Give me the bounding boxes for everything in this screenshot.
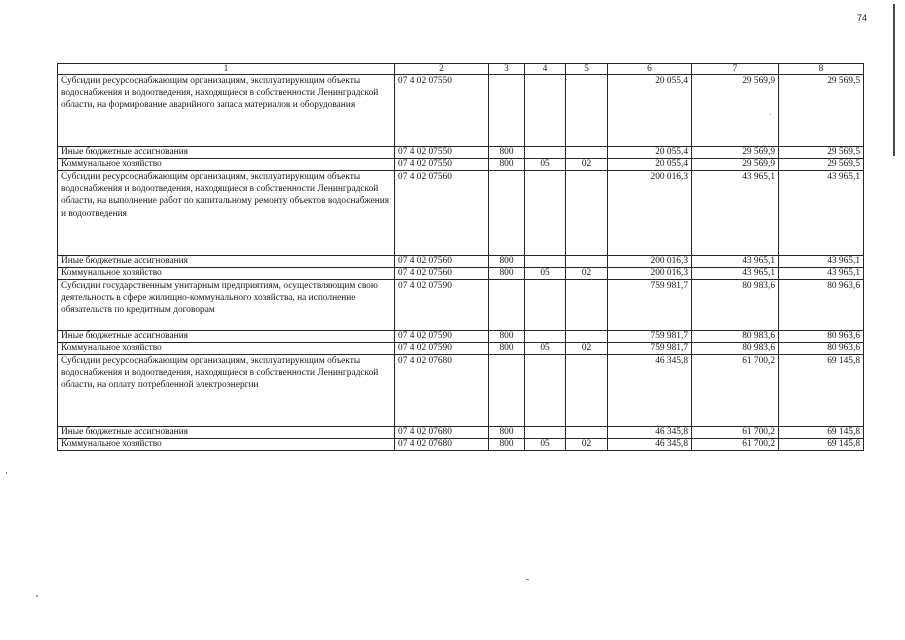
cell-expense-type: 800 xyxy=(489,331,525,343)
cell-item-name: Иные бюджетные ассигнования xyxy=(58,331,395,343)
cell-amount-year-1: 759 981,7 xyxy=(608,343,692,355)
column-header: 5 xyxy=(566,64,608,75)
cell-section: 05 xyxy=(525,159,566,171)
cell-item-name: Коммунальное хозяйство xyxy=(58,159,395,171)
cell-amount-year-1: 200 016,3 xyxy=(608,268,692,280)
cell-subsection xyxy=(566,75,608,147)
cell-amount-year-2: 29 569,9 xyxy=(692,147,779,159)
cell-expense-type: 800 xyxy=(489,159,525,171)
table-row xyxy=(58,280,864,331)
cell-target-article-code: 07 4 02 07590 xyxy=(395,280,489,331)
cell-subsection xyxy=(566,147,608,159)
table-row xyxy=(58,439,864,451)
cell-subsection xyxy=(566,355,608,427)
cell-amount-year-2: 43 965,1 xyxy=(692,256,779,268)
column-header: 1 xyxy=(58,64,395,75)
scan-speck xyxy=(6,472,7,474)
cell-amount-year-3: 43 965,1 xyxy=(779,256,864,268)
table-row xyxy=(58,75,864,147)
cell-amount-year-1: 759 981,7 xyxy=(608,280,692,331)
cell-amount-year-3: 80 963,6 xyxy=(779,331,864,343)
cell-target-article-code: 07 4 02 07560 xyxy=(395,171,489,256)
cell-amount-year-1: 200 016,3 xyxy=(608,256,692,268)
cell-target-article-code: 07 4 02 07590 xyxy=(395,343,489,355)
cell-item-name: Субсидии ресурсоснабжающим организациям, эксплуатирующим объекты водоснабжения и водоотведения, находящиеся в собственности Ленинградской области, на выполнение работ по капитальному ремонту объектов водоснабжения и водоотведения xyxy=(58,171,395,256)
cell-expense-type: 800 xyxy=(489,268,525,280)
cell-amount-year-1: 200 016,3 xyxy=(608,171,692,256)
cell-subsection xyxy=(566,331,608,343)
cell-subsection xyxy=(566,427,608,439)
table-row xyxy=(58,355,864,427)
cell-amount-year-1: 46 345,8 xyxy=(608,355,692,427)
cell-target-article-code: 07 4 02 07680 xyxy=(395,439,489,451)
table-row xyxy=(58,427,864,439)
cell-amount-year-3: 69 145,8 xyxy=(779,439,864,451)
cell-item-name: Коммунальное хозяйство xyxy=(58,343,395,355)
cell-amount-year-3: 80 963,6 xyxy=(779,343,864,355)
cell-amount-year-2: 43 965,1 xyxy=(692,171,779,256)
table-row xyxy=(58,171,864,256)
column-header: 2 xyxy=(395,64,489,75)
table-row xyxy=(58,147,864,159)
cell-amount-year-3: 29 569,5 xyxy=(779,75,864,147)
cell-expense-type: 800 xyxy=(489,427,525,439)
cell-expense-type xyxy=(489,75,525,147)
cell-expense-type: 800 xyxy=(489,147,525,159)
cell-section: 05 xyxy=(525,439,566,451)
cell-target-article-code: 07 4 02 07560 xyxy=(395,268,489,280)
cell-amount-year-3: 29 569,5 xyxy=(779,147,864,159)
cell-section: 05 xyxy=(525,343,566,355)
cell-item-name: Коммунальное хозяйство xyxy=(58,439,395,451)
table-row xyxy=(58,343,864,355)
cell-item-name: Иные бюджетные ассигнования xyxy=(58,427,395,439)
scan-speck xyxy=(36,595,38,597)
cell-expense-type xyxy=(489,280,525,331)
cell-target-article-code: 07 4 02 07680 xyxy=(395,355,489,427)
budget-table xyxy=(57,63,864,451)
cell-amount-year-3: 43 965,1 xyxy=(779,171,864,256)
cell-section xyxy=(525,280,566,331)
cell-amount-year-1: 46 345,8 xyxy=(608,439,692,451)
table-row xyxy=(58,268,864,280)
cell-subsection xyxy=(566,171,608,256)
column-header: 8 xyxy=(779,64,864,75)
cell-target-article-code: 07 4 02 07550 xyxy=(395,147,489,159)
cell-item-name: Коммунальное хозяйство xyxy=(58,268,395,280)
column-header: 6 xyxy=(608,64,692,75)
scan-speck xyxy=(526,579,529,580)
cell-amount-year-1: 759 981,7 xyxy=(608,331,692,343)
cell-subsection: 02 xyxy=(566,159,608,171)
cell-subsection: 02 xyxy=(566,439,608,451)
cell-subsection xyxy=(566,256,608,268)
cell-amount-year-2: 61 700,2 xyxy=(692,355,779,427)
cell-expense-type: 800 xyxy=(489,439,525,451)
cell-amount-year-1: 20 055,4 xyxy=(608,147,692,159)
cell-amount-year-1: 20 055,4 xyxy=(608,159,692,171)
table-header-row xyxy=(58,64,864,75)
cell-section xyxy=(525,171,566,256)
cell-amount-year-2: 61 700,2 xyxy=(692,439,779,451)
cell-section xyxy=(525,75,566,147)
cell-expense-type: 800 xyxy=(489,343,525,355)
cell-expense-type xyxy=(489,355,525,427)
cell-section xyxy=(525,256,566,268)
cell-item-name: Иные бюджетные ассигнования xyxy=(58,147,395,159)
table-row xyxy=(58,159,864,171)
cell-section: 05 xyxy=(525,268,566,280)
cell-expense-type xyxy=(489,171,525,256)
cell-item-name: Субсидии государственным унитарным предприятиям, осуществляющим свою деятельность в сфере жилищно-коммунального хозяйства, на исполнение обязательств по кредитным договорам xyxy=(58,280,395,331)
table-body xyxy=(58,64,864,451)
cell-section xyxy=(525,427,566,439)
cell-amount-year-3: 69 145,8 xyxy=(779,355,864,427)
cell-subsection xyxy=(566,280,608,331)
cell-amount-year-2: 80 983,6 xyxy=(692,331,779,343)
cell-amount-year-2: 61 700,2 xyxy=(692,427,779,439)
scan-edge-line xyxy=(893,4,895,156)
column-header: 7 xyxy=(692,64,779,75)
cell-item-name: Субсидии ресурсоснабжающим организациям, эксплуатирующим объекты водоснабжения и водоотведения, находящиеся в собственности Ленинградской области, на оплату потребленной электроэнергии xyxy=(58,355,395,427)
cell-item-name: Субсидии ресурсоснабжающим организациям, эксплуатирующим объекты водоснабжения и водоотведения, находящиеся в собственности Ленинградской области, на формирование аварийного запаса материалов и оборудования xyxy=(58,75,395,147)
cell-amount-year-2: 29 569,9 xyxy=(692,159,779,171)
cell-amount-year-2: 80 983,6 xyxy=(692,343,779,355)
table-row xyxy=(58,331,864,343)
cell-section xyxy=(525,355,566,427)
cell-target-article-code: 07 4 02 07560 xyxy=(395,256,489,268)
cell-item-name: Иные бюджетные ассигнования xyxy=(58,256,395,268)
cell-section xyxy=(525,331,566,343)
cell-amount-year-1: 46 345,8 xyxy=(608,427,692,439)
cell-target-article-code: 07 4 02 07550 xyxy=(395,159,489,171)
cell-amount-year-1: 20 055,4 xyxy=(608,75,692,147)
cell-section xyxy=(525,147,566,159)
cell-subsection: 02 xyxy=(566,343,608,355)
cell-amount-year-2: 43 965,1 xyxy=(692,268,779,280)
cell-expense-type: 800 xyxy=(489,256,525,268)
cell-subsection: 02 xyxy=(566,268,608,280)
cell-amount-year-3: 80 963,6 xyxy=(779,280,864,331)
page-number: 74 xyxy=(856,13,867,23)
column-header: 3 xyxy=(489,64,525,75)
cell-amount-year-2: 29 569,9 xyxy=(692,75,779,147)
cell-amount-year-3: 43 965,1 xyxy=(779,268,864,280)
cell-amount-year-3: 29 569,5 xyxy=(779,159,864,171)
table-row xyxy=(58,256,864,268)
column-header: 4 xyxy=(525,64,566,75)
cell-target-article-code: 07 4 02 07550 xyxy=(395,75,489,147)
cell-target-article-code: 07 4 02 07680 xyxy=(395,427,489,439)
cell-target-article-code: 07 4 02 07590 xyxy=(395,331,489,343)
cell-amount-year-2: 80 983,6 xyxy=(692,280,779,331)
cell-amount-year-3: 69 145,8 xyxy=(779,427,864,439)
